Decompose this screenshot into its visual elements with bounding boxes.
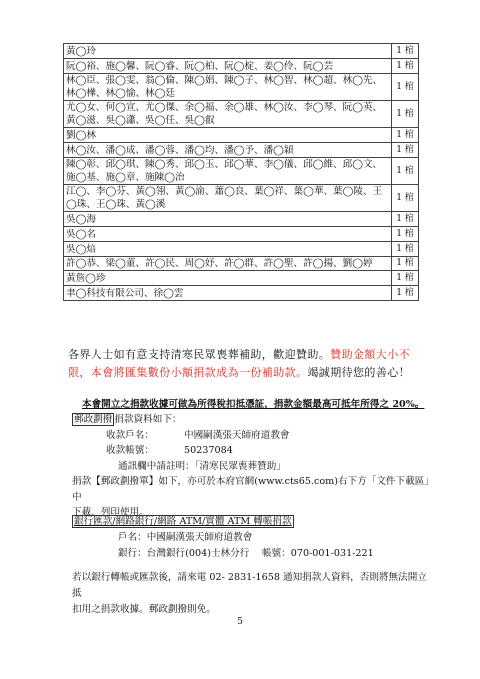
donor-names: 吳◯焙	[64, 242, 392, 257]
donor-row	[64, 242, 419, 257]
page-number: 5	[237, 617, 243, 627]
donation-amount: 1 棺	[392, 44, 419, 59]
donation-amount: 1 棺	[392, 227, 419, 242]
donor-names: 聿◯科技有限公司、徐◯雲	[64, 286, 392, 301]
payee-value: 中國嗣漢張天師府道教會	[184, 429, 290, 441]
donor-row	[64, 227, 419, 242]
donation-amount: 1 棺	[392, 128, 419, 143]
account-value: 50237084	[184, 445, 233, 456]
donor-names: 劉◯林	[64, 128, 392, 143]
payee-label: 收款戶名：	[106, 429, 154, 441]
donation-amount: 1 棺	[392, 143, 419, 158]
donation-amount: 1 棺	[392, 212, 419, 227]
donor-table-body	[64, 44, 419, 301]
donor-names: 黃詹◯珍	[64, 271, 392, 286]
donor-row	[64, 44, 419, 59]
postal-heading-box: 郵政劃撥	[74, 414, 113, 425]
appeal-highlight: 贊助金額大小不限，本會將匯集數份小額捐款成為一份補助款。	[68, 348, 411, 379]
donation-amount: 1 棺	[392, 74, 419, 101]
donor-row	[64, 185, 419, 212]
receipt-notice: 本會開立之捐款收據可做為所得稅扣抵憑証，捐款金額最高可抵年所得之 20%。	[82, 399, 425, 410]
donor-names: 許◯恭、梁◯董、許◯民、周◯妤、許◯群、許◯聖、許◯揚、劉◯婷	[64, 257, 392, 271]
account-label: 收款帳號：	[106, 445, 154, 456]
account-row	[72, 443, 436, 459]
donation-amount: 1 棺	[392, 242, 419, 257]
donor-names: 阮◯裕、施◯馨、阮◯睿、阮◯柏、阮◯椗、姜◯伶、阮◯芸	[64, 59, 392, 74]
donor-row	[64, 257, 419, 271]
donor-names: 尤◯女、何◯宣、尤◯傑、余◯福、余◯雄、林◯汝、李◯琴、阮◯英、黃◯滋、吳◯瀟、吳◯任、吳◯叡	[64, 101, 392, 128]
donor-names: 陳◯彰、邱◯琪、陳◯秀、邱◯玉、邱◯華、李◯儀、邱◯維、邱◯文、施◯基、施◯章、施陳◯治	[64, 158, 392, 185]
transfer-notice-line-1: 若以銀行轉帳或匯款後，請來電 02- 2831-1658 通知捐款人資料，否則將無法開立抵	[72, 572, 427, 599]
bank-account-line: 銀行：台灣銀行(004)士林分行 帳號：070-001-031-221	[118, 548, 374, 559]
donor-row	[64, 128, 419, 143]
transfer-notice-line-2: 扣用之捐款收據。郵政劃撥則免。	[72, 604, 216, 615]
donor-row	[64, 271, 419, 286]
bank-transfer-section	[72, 514, 436, 562]
donor-row	[64, 143, 419, 158]
postal-heading-rest: 捐款資料如下：	[114, 414, 182, 425]
donation-amount: 1 棺	[392, 59, 419, 74]
donor-names: 江◯、李◯芬、黃◯翎、黃◯渝、蕭◯良、葉◯祥、葉◯華、葉◯陵、王◯珠、王◯珠、黃◯溪	[64, 185, 392, 212]
donation-appeal	[68, 346, 428, 382]
donation-amount: 1 棺	[392, 271, 419, 286]
donor-names: 林◯臣、張◯雯、翁◯倫、陳◯娟、陳◯子、林◯智、林◯超、林◯先、林◯樺、林◯愉、林◯廷	[64, 74, 392, 101]
donation-amount: 1 棺	[392, 158, 419, 185]
donor-row	[64, 212, 419, 227]
donor-names: 吳◯海	[64, 212, 392, 227]
donation-amount: 1 棺	[392, 257, 419, 271]
transfer-notice	[72, 570, 436, 618]
memo-text: 通訊欄中請註明：「清寒民眾喪葬贊助」	[118, 460, 286, 472]
donor-names: 黃◯玲	[64, 44, 392, 59]
donor-names: 吳◯名	[64, 227, 392, 242]
appeal-text: 各界人士如有意支持清寒民眾喪葬補助，歡迎贊助。	[68, 348, 331, 361]
bank-heading: 銀行匯款/網路銀行/網路 ATM/實體 ATM 轉帳捐款	[74, 516, 292, 527]
postal-heading	[72, 412, 436, 428]
form-line-2: 下載、列印使用。	[72, 507, 149, 518]
postal-transfer-section	[72, 412, 436, 521]
donor-table	[63, 43, 419, 301]
donor-row	[64, 286, 419, 301]
donor-row	[64, 74, 419, 101]
form-line-1: 捐款【郵政劃撥單】如下，亦可於本府官網(www.cts65.com)右下方「文件下載區」中	[72, 476, 434, 503]
appeal-closing: 竭誠期待您的善心！	[307, 366, 411, 379]
donor-row	[64, 59, 419, 74]
donation-amount: 1 棺	[392, 101, 419, 128]
donation-amount: 1 棺	[392, 286, 419, 301]
payee-row	[72, 428, 436, 444]
donor-row	[64, 101, 419, 128]
donor-row	[64, 158, 419, 185]
memo-row	[72, 459, 436, 475]
donation-amount: 1 棺	[392, 185, 419, 212]
bank-name-line: 戶名：中國嗣漢張天師府道教會	[118, 532, 253, 543]
donor-names: 林◯汝、潘◯成、潘◯蓉、潘◯均、潘◯予、潘◯穎	[64, 143, 392, 158]
